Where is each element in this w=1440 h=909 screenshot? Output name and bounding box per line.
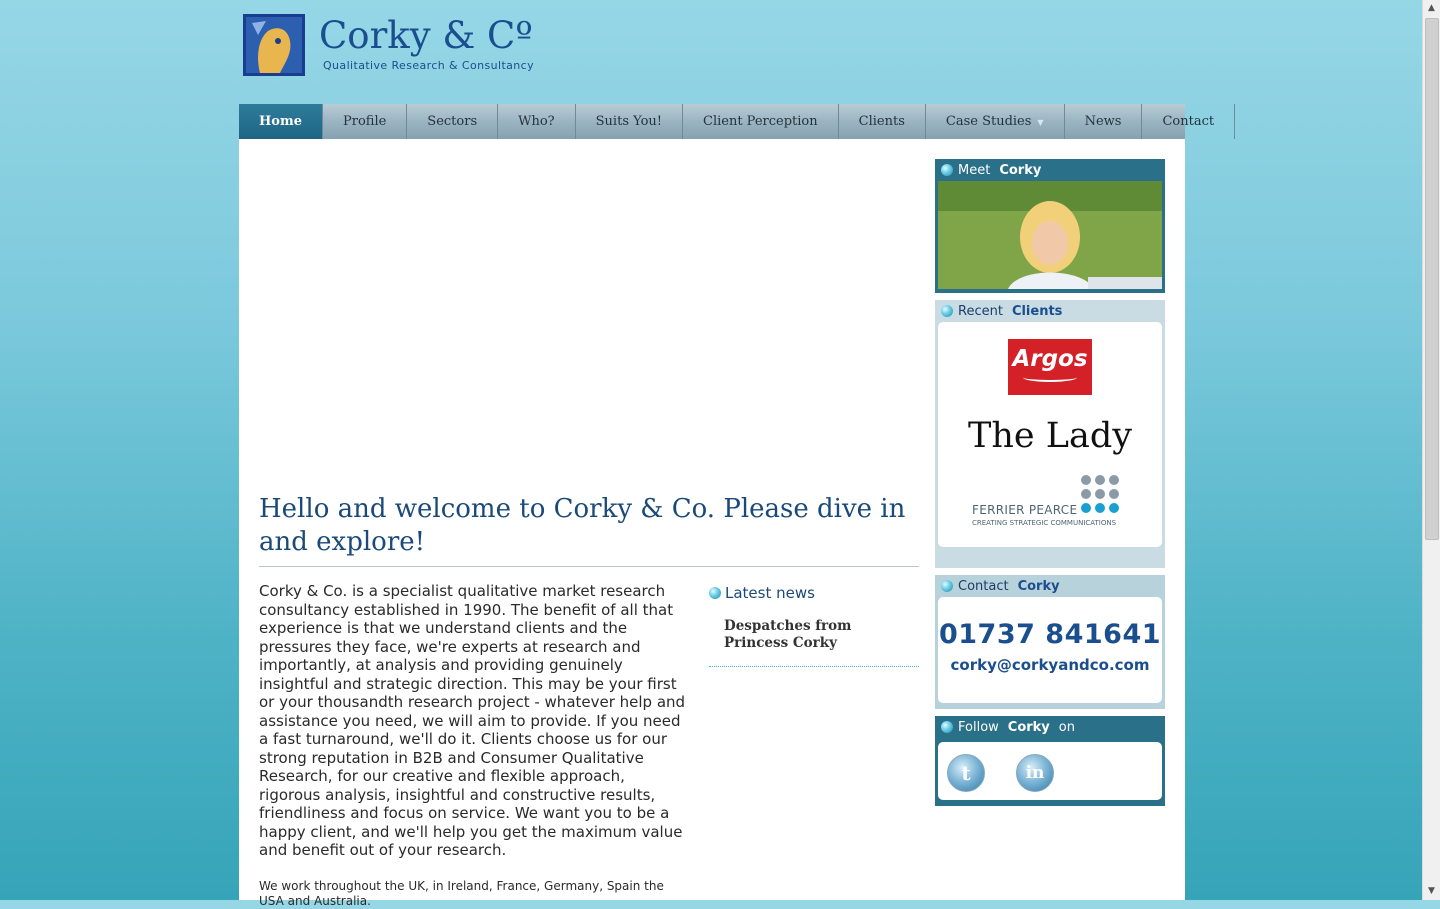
corky-photo[interactable] [938, 181, 1162, 289]
nav-contact[interactable]: Contact [1142, 104, 1235, 139]
twitter-icon[interactable]: t [947, 754, 985, 792]
content-area [239, 139, 1185, 908]
argos-logo[interactable]: Argos [1008, 339, 1092, 395]
email-link[interactable]: corky@corkyandco.com [950, 656, 1150, 674]
nav-news[interactable]: News [1065, 104, 1143, 139]
box-heading: Recent Clients [935, 300, 1165, 322]
clients-logos [938, 322, 1162, 547]
bubble-icon [941, 721, 953, 733]
nav-clients[interactable]: Clients [839, 104, 926, 139]
portrait-image [938, 181, 1162, 289]
bubble-icon [941, 580, 953, 592]
nav-who[interactable]: Who? [498, 104, 576, 139]
recent-clients-box [935, 300, 1165, 568]
nav-suits-you[interactable]: Suits You! [576, 104, 683, 139]
news-heading: Latest news [709, 584, 919, 602]
divider [709, 666, 919, 667]
nav-profile[interactable]: Profile [323, 104, 407, 139]
scroll-down-icon[interactable]: ▼ [1428, 886, 1435, 896]
contact-details [938, 597, 1162, 703]
logo-tagline: Qualitative Research & Consultancy [323, 59, 535, 72]
logo-brand: Corky & Cº [319, 14, 533, 57]
box-heading: Contact Corky [935, 575, 1165, 597]
ferrier-pearce-logo[interactable]: FERRIER PEARCE CREATING STRATEGIC COMMUNICATIONS [972, 474, 1132, 530]
page-wrapper [239, 0, 1215, 908]
meet-corky-box[interactable] [935, 159, 1165, 293]
news-item[interactable]: Despatches from Princess Corky [724, 618, 852, 651]
hero-slideshow [259, 157, 919, 477]
nav-case-studies[interactable]: Case Studies ▼ [926, 104, 1065, 139]
logo-face-icon [246, 17, 302, 73]
scroll-up-icon[interactable]: ▲ [1428, 3, 1435, 13]
nav-sectors[interactable]: Sectors [407, 104, 498, 139]
logo-emblem [243, 14, 305, 76]
bubble-icon [941, 164, 953, 176]
the-lady-logo[interactable]: The Lady [967, 416, 1132, 456]
box-heading: Meet Corky [935, 159, 1165, 181]
scroll-thumb[interactable] [1425, 18, 1439, 540]
box-heading: Follow Corky on [935, 716, 1165, 738]
follow-corky-box [935, 716, 1165, 806]
bubble-icon [941, 305, 953, 317]
latest-news [709, 584, 919, 667]
intro-text: Corky & Co. is a specialist qualitative market research consultancy established in 1990. The benefit of all that experience is that we understand clients and the pressures they face, we're experts at research and importantly, at analysis and providing genuinely insightful and strategic direction. This may be your first or your thousandth research project - whatever help and assistance you need, we will aim to provide. If you need a fast turnaround, we'll do it. Clients choose us for our strong reputation in B2B and Consumer Qualitative Research, for our creative and flexible approach, rigorous analysis, insightful and constructive results, friendliness and focus on service. We want you to be a happy client, and we'll help you get the maximum value and benefit out of your research. [259, 582, 686, 859]
nav-home[interactable]: Home [239, 104, 323, 139]
site-logo[interactable] [243, 14, 543, 78]
page-scrollbar[interactable] [1422, 0, 1440, 900]
bubble-icon [709, 587, 721, 599]
contact-corky-box [935, 575, 1165, 709]
chevron-down-icon: ▼ [1037, 118, 1044, 127]
coverage-text: We work throughout the UK, in Ireland, France, Germany, Spain the USA and Australia. [259, 879, 664, 908]
linkedin-icon[interactable]: in [1016, 754, 1054, 792]
main-nav [239, 104, 1215, 139]
nav-client-perception[interactable]: Client Perception [683, 104, 839, 139]
social-links [938, 742, 1162, 800]
page-title: Hello and welcome to Corky & Co. Please dive in and explore! [259, 493, 919, 567]
phone-number: 01737 841641 [938, 619, 1162, 650]
